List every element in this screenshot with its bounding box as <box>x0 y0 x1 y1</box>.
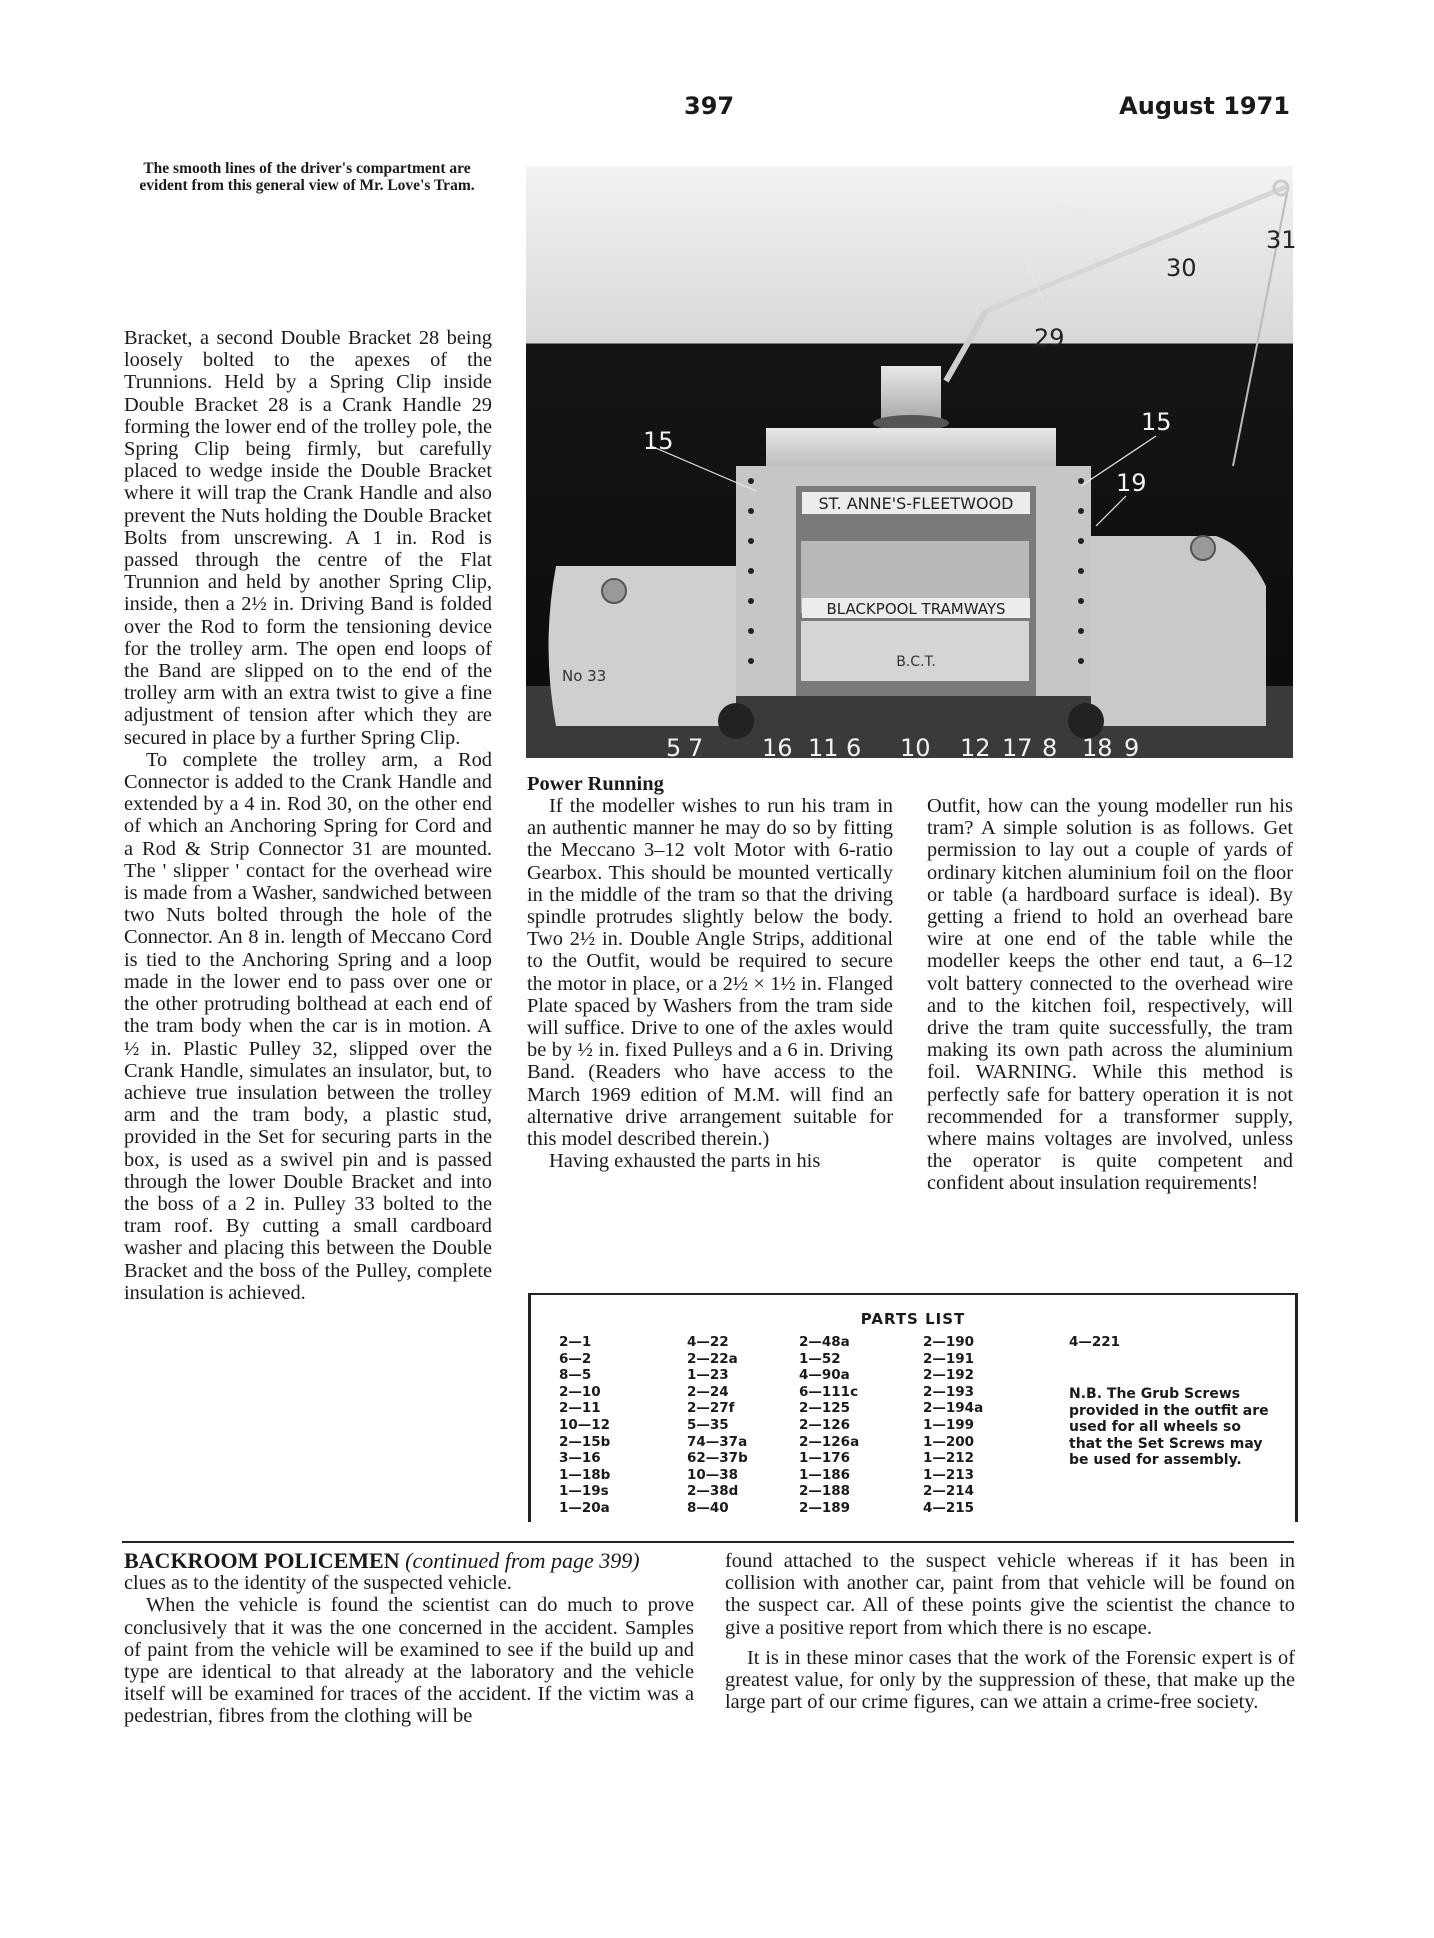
parts-list <box>528 1293 1298 1522</box>
callout-6: 6 <box>846 734 862 762</box>
parts-column-1 <box>559 1334 610 1517</box>
part-entry: 2—38d <box>687 1483 739 1500</box>
part-entry: 2—192 <box>923 1367 975 1384</box>
power-running-column-2 <box>927 795 1293 1195</box>
initials-sign: B.C.T. <box>896 654 936 670</box>
part-entry: 2—126a <box>799 1433 860 1450</box>
part-entry: 2—190 <box>923 1334 975 1350</box>
power-running-paragraph-2: Having exhausted the parts in his <box>549 1150 821 1173</box>
part-entry: 2—1 <box>559 1334 592 1350</box>
parts-column-3 <box>799 1334 859 1517</box>
backroom-column-2 <box>725 1550 1295 1713</box>
part-entry: 1—212 <box>923 1450 975 1467</box>
part-entry: 2—10 <box>559 1383 601 1400</box>
part-entry: 4—90a <box>799 1367 850 1384</box>
part-entry: 4—215 <box>923 1499 975 1516</box>
part-entry: 2—48a <box>799 1334 850 1350</box>
left-column <box>124 327 492 1304</box>
part-entry: 2—194a <box>923 1400 984 1417</box>
part-entry: 1—18b <box>559 1466 611 1483</box>
parts-column-4 <box>923 1334 983 1517</box>
left-paragraph-2: To complete the trolley arm, a Rod Connector is added to the Crank Handle and extended by a 4 in. Rod 30, on the other end of which an Anchoring Spring for Cord and a Rod & Strip Connector 31 are mounted. The ' slipper ' contact for the overhead wire is made from a Washer, sandwiched between two Nuts bolted through the hole of the Connector. An 8 in. length of Meccano Cord is tied to the Anchoring Spring and a loop made in the lower end to pass over one or the other protruding bolthead at each end of the tram body when the car is in motion. A ½ in. Plastic Pulley 32, slipped over the Crank Handle, simulates an insulator, but, to achieve true insulation between the trolley arm and the tram body, a plastic stud, provided in the Set for securing parts in the box, is used as a swivel pin and is passed through the lower Double Bracket and into the boss of a 2 in. Pulley 33 bolted to the tram roof. By cutting a small cardboard washer and placing this between the Double Bracket and the boss of the Pulley, complete insulation is achieved. <box>124 748 492 1304</box>
part-entry: 2—11 <box>559 1400 601 1417</box>
part-entry: 2—125 <box>799 1400 851 1417</box>
part-entry: 74—37a <box>687 1433 748 1450</box>
callout-5: 5 <box>666 734 682 762</box>
part-entry: 5—35 <box>687 1416 729 1433</box>
power-running-paragraph-3: Outfit, how can the young modeller run his tram? A simple solution is as follows. Get permission to lay out a couple of yards of ordinary kitchen aluminium foil on the floor or table (a hardboard surface is ideal). By getting a friend to hold an overhead bare wire at one end of the table while the modeller keeps the other end taut, a 6–12 volt battery connected to the overhead wire and to the kitchen foil, respectively, will drive the tram quite successfully, the tram making its own path across the aluminium foil. WARNING. While this method is perfectly safe for battery operation it is not recommended for a transformer supply, where mains voltages are involved, unless the operator is quite competent and confident about insulation requirements! <box>927 795 1293 1195</box>
part-entry: 1—52 <box>799 1350 841 1367</box>
part-entry: 2—27f <box>687 1400 735 1417</box>
part-entry: 3—16 <box>559 1450 601 1467</box>
page-number: 397 <box>684 92 735 120</box>
callout-17: 17 <box>1002 734 1033 762</box>
backroom-continued: (continued from page 399) <box>405 1548 640 1573</box>
callout-15-right: 15 <box>1141 408 1172 436</box>
backroom-paragraph-2: When the vehicle is found the scientist can do much to prove conclusively that it was the one concerned in the accident. Samples of paint from the vehicle will be examined to see if the build up and type are identical to that already at the laboratory and the vehicle itself will be examined for traces of the accident. If the victim was a pedestrian, fibres from the clothing will be <box>124 1594 694 1728</box>
parts-list-title: PARTS LIST <box>860 1310 966 1328</box>
part-entry: 1—23 <box>687 1367 729 1384</box>
callout-9: 9 <box>1124 734 1140 762</box>
power-running-column-1 <box>527 773 893 1172</box>
callout-11: 11 <box>808 734 839 762</box>
section-divider <box>122 1541 1294 1543</box>
part-entry: 4—221 <box>1069 1334 1121 1350</box>
part-entry: 1—213 <box>923 1466 975 1483</box>
callout-10: 10 <box>900 734 931 762</box>
power-running-paragraph-1: If the modeller wishes to run his tram in an authentic manner he may do so by fitting the Meccano 3–12 volt Motor with 6-ratio Gearbox. This should be mounted vertically in the middle of the tram so that the driving spindle protrudes slightly below the body. Two 2½ in. Double Angle Strips, additional to the Outfit, would be required to secure the motor in place, or a 2½ × 1½ in. Flanged Plate spaced by Washers from the tram side will suffice. Drive to one of the axles would be by ½ in. fixed Pulleys and a 6 in. Driving Band. (Readers who have access to the March 1969 edition of M.M. will find an alternative drive arrangement suitable for this model described therein.) <box>527 795 893 1151</box>
callout-19: 19 <box>1116 469 1147 497</box>
parts-column-5 <box>1069 1334 1120 1351</box>
backroom-title: BACKROOM POLICEMEN <box>124 1548 400 1573</box>
part-entry: 2—24 <box>687 1383 729 1400</box>
parts-note: N.B. The Grub Screws provided in the outfit are used for all wheels so that the Set Screws may be used for assembly. <box>1069 1386 1269 1468</box>
part-entry: 8—5 <box>559 1367 592 1384</box>
part-entry: 4—22 <box>687 1334 729 1350</box>
backroom-paragraph-4: It is in these minor cases that the work of the Forensic expert is of greatest value, for only by the suppression of these, that make up the large part of our crime figures, can we attain a crime-free society. <box>725 1646 1295 1714</box>
issue-date: August 1971 <box>1119 92 1290 120</box>
backroom-column-1 <box>124 1550 694 1728</box>
parts-column-2 <box>687 1334 748 1517</box>
part-entry: 2—188 <box>799 1483 851 1500</box>
backroom-paragraph-3: found attached to the suspect vehicle whereas if it has been in collision with another car, paint from that vehicle will be found on the suspect car. All of these points give the scientist the chance to give a positive report from which there is no escape. <box>725 1550 1295 1639</box>
part-entry: 10—12 <box>559 1416 611 1433</box>
callout-18: 18 <box>1082 734 1113 762</box>
part-entry: 6—2 <box>559 1350 592 1367</box>
callout-7: 7 <box>688 734 704 762</box>
destination-sign: ST. ANNE'S-FLEETWOOD <box>818 494 1014 513</box>
part-entry: 2—22a <box>687 1350 738 1367</box>
photo-caption: The smooth lines of the driver's compartment are evident from this general view of Mr. Love's Tram. <box>139 160 475 194</box>
power-running-heading: Power Running <box>527 773 664 795</box>
part-entry: 10—38 <box>687 1466 739 1483</box>
part-entry: 2—189 <box>799 1499 851 1516</box>
part-entry: 2—193 <box>923 1383 975 1400</box>
part-entry: 2—214 <box>923 1483 975 1500</box>
part-entry: 8—40 <box>687 1499 729 1516</box>
callout-30: 30 <box>1166 254 1197 282</box>
part-entry: 1—19s <box>559 1483 609 1500</box>
tram-photo <box>526 166 1297 762</box>
part-entry: 2—126 <box>799 1416 851 1433</box>
callout-12: 12 <box>960 734 991 762</box>
part-entry: 62—37b <box>687 1450 748 1467</box>
part-entry: 1—199 <box>923 1416 975 1433</box>
operator-sign: BLACKPOOL TRAMWAYS <box>826 600 1006 618</box>
part-entry: 2—191 <box>923 1350 975 1367</box>
callout-16: 16 <box>762 734 793 762</box>
part-entry: 1—186 <box>799 1466 851 1483</box>
part-entry: 1—200 <box>923 1433 975 1450</box>
callout-15-left: 15 <box>643 427 674 455</box>
fleet-number: No 33 <box>562 667 607 685</box>
callout-8: 8 <box>1042 734 1058 762</box>
left-paragraph-1: Bracket, a second Double Bracket 28 being loosely bolted to the apexes of the Trunnions. Held by a Spring Clip inside Double Bracket 28 is a Crank Handle 29 forming the lower end of the trolley pole, the Spring Clip being firmly, but carefully placed to wedge inside the Double Bracket where it will trap the Crank Handle and also prevent the Nuts holding the Double Bracket Bolts from unscrewing. A 1 in. Rod is passed through the centre of the Flat Trunnion and held by another Spring Clip, inside, then a 2½ in. Driving Band is folded over the Rod to form the tensioning device for the trolley arm. The open end loops of the Band are slipped on to the end of the trolley arm with an extra twist to give a fine adjustment of tension after which they are secured in place by a further Spring Clip. <box>124 327 492 749</box>
callout-29: 29 <box>1034 324 1065 352</box>
backroom-heading <box>124 1550 694 1572</box>
part-entry: 6—111c <box>799 1383 859 1400</box>
part-entry: 1—20a <box>559 1499 610 1516</box>
backroom-paragraph-1: clues as to the identity of the suspected vehicle. <box>124 1572 512 1595</box>
callout-31: 31 <box>1266 226 1297 254</box>
part-entry: 1—176 <box>799 1450 851 1467</box>
part-entry: 2—15b <box>559 1433 611 1450</box>
